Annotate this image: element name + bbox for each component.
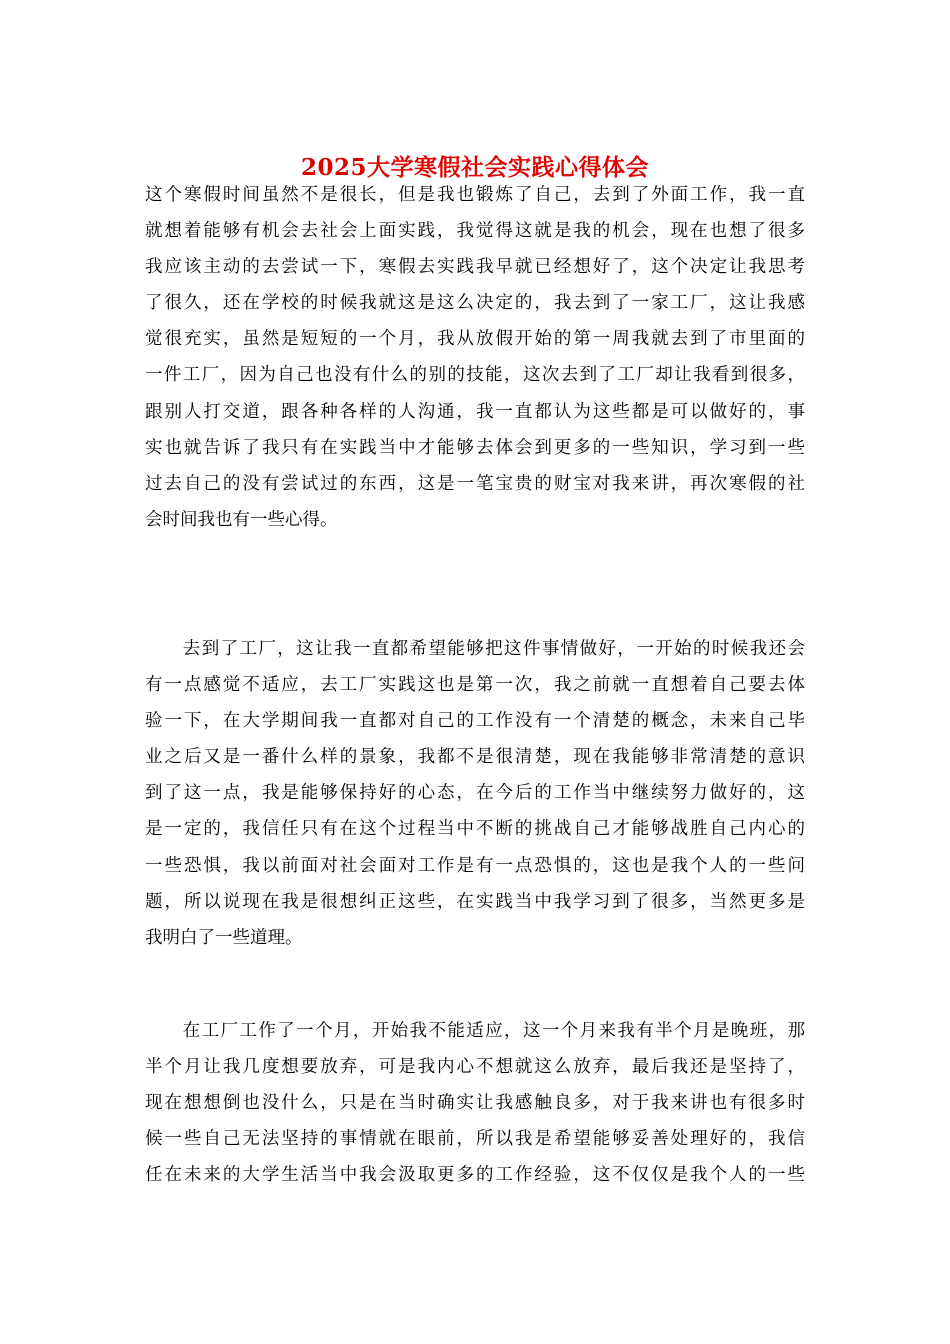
- paragraph-line: 到了这一点，我是能够保持好的心态，在今后的工作当中继续努力做好的，这: [145, 783, 805, 804]
- paragraph-line: 是一定的，我信任只有在这个过程当中不断的挑战自己才能够战胜自己内心的: [145, 819, 805, 840]
- paragraph-line: 这个寒假时间虽然不是很长，但是我也锻炼了自己，去到了外面工作，我一直: [145, 185, 805, 205]
- paragraph-line: 半个月让我几度想要放弃，可是我内心不想就这么放弃，最后我还是坚持了，: [145, 1057, 805, 1078]
- paragraph-line: 觉很充实，虽然是短短的一个月，我从放假开始的第一周我就去到了市里面的: [145, 329, 805, 350]
- paragraph-line: 我应该主动的去尝试一下，寒假去实践我早就已经想好了，这个决定让我思考: [145, 257, 805, 278]
- paragraph-line: 一些恐惧，我以前面对社会面对工作是有一点恐惧的，这也是我个人的一些问: [145, 855, 805, 876]
- paragraph-line: 跟别人打交道，跟各种各样的人沟通，我一直都认为这些都是可以做好的，事: [145, 401, 805, 422]
- paragraph-line: 实也就告诉了我只有在实践当中才能够去体会到更多的一些知识，学习到一些: [145, 437, 805, 458]
- paragraph-line: 现在想想倒也没什么，只是在当时确实让我感触良多，对于我来讲也有很多时: [145, 1093, 805, 1114]
- paragraph-line: 了很久，还在学校的时候我就这是这么决定的，我去到了一家工厂，这让我感: [145, 293, 805, 314]
- paragraph-line: 就想着能够有机会去社会上面实践，我觉得这就是我的机会，现在也想了很多: [145, 221, 805, 242]
- paragraph-line: 会时间我也有一些心得。: [145, 509, 338, 530]
- paragraph-3: [145, 1013, 805, 1193]
- paragraph-line: 在工厂工作了一个月，开始我不能适应，这一个月来我有半个月是晚班，那: [145, 1021, 805, 1041]
- paragraph-1: [145, 177, 805, 538]
- paragraph-line: 我明白了一些道理。: [145, 927, 303, 948]
- paragraph-line: 有一点感觉不适应，去工厂实践这也是第一次，我之前就一直想着自己要去体: [145, 675, 805, 696]
- paragraph-line: 任在未来的大学生活当中我会汲取更多的工作经验，这不仅仅是我个人的一些: [145, 1165, 805, 1186]
- paragraph-line: 过去自己的没有尝试过的东西，这是一笔宝贵的财宝对我来讲，再次寒假的社: [145, 473, 805, 494]
- paragraph-line: 业之后又是一番什么样的景象，我都不是很清楚，现在我能够非常清楚的意识: [145, 747, 805, 768]
- paragraph-line: 验一下，在大学期间我一直都对自己的工作没有一个清楚的概念，未来自己毕: [145, 711, 805, 732]
- paragraph-line: 一件工厂，因为自己也没有什么的别的技能，这次去到了工厂却让我看到很多，: [145, 365, 805, 386]
- paragraph-line: 候一些自己无法坚持的事情就在眼前，所以我是希望能够妥善处理好的，我信: [145, 1129, 805, 1150]
- paragraph-2: [145, 631, 805, 956]
- paragraph-line: 题，所以说现在我是很想纠正这些，在实践当中我学习到了很多，当然更多是: [145, 891, 805, 912]
- paragraph-line: 去到了工厂，这让我一直都希望能够把这件事情做好，一开始的时候我还会: [145, 639, 805, 659]
- document-title: 2025大学寒假社会实践心得体会: [300, 154, 649, 181]
